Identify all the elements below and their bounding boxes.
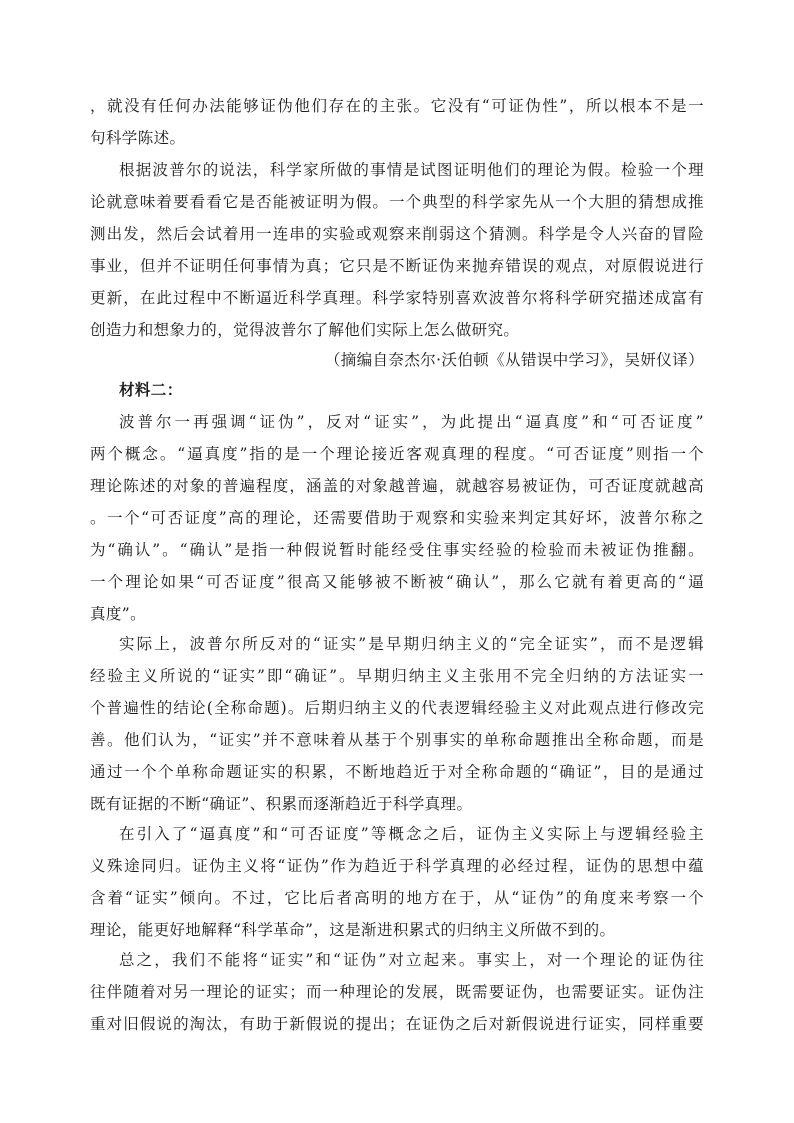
text-line: 往伴随着对另一理论的证实；而一种理论的发展，既需要证伪，也需要证实。证伪注: [90, 983, 704, 1001]
text-line: 测出发，然后会试着用一连串的实验或观察来削弱这个猜测。科学是令人兴奋的冒险: [90, 225, 704, 243]
text-line: 既有证据的不断“确证”、积累而逐渐趋近于科学真理。: [90, 795, 473, 813]
citation: （摘编自奈杰尔·沃伯顿《从错误中学习》，吴妍仪译）: [324, 351, 704, 369]
text-line: 重对旧假说的淘汰，有助于新假说的提出；在证伪之后对新假说进行证实，同样重要: [90, 1015, 704, 1033]
text-line: 理论陈述的对象的普遍程度，涵盖的对象越普遍，就越容易被证伪，可否证度就越高: [90, 477, 704, 495]
text-line: 波普尔一再强调“证伪”，反对“证实”，为此提出“逼真度”和“可否证度”: [119, 413, 704, 431]
text-line: 经验主义所说的“证实”即“确证”。早期归纳主义主张用不完全归纳的方法证实一: [90, 667, 704, 685]
text-line: 句科学陈述。: [90, 129, 186, 147]
text-line: ，就没有任何办法能够证伪他们存在的主张。它没有“可证伪性”，所以根本不是一: [90, 97, 704, 115]
text-line: 理论，能更好地解释“科学革命”，这是渐进积累式的归纳主义所做不到的。: [90, 921, 616, 939]
text-line: 实际上，波普尔所反对的“证实”是早期归纳主义的“完全证实”，而不是逻辑: [119, 635, 704, 653]
text-line: 事业，但并不证明任何事情为真；它只是不断证伪来抛弃错误的观点，对原假说进行: [90, 257, 704, 275]
text-line: 在引入了“逼真度”和“可否证度”等概念之后，证伪主义实际上与逻辑经验主: [119, 825, 704, 843]
text-line: 根据波普尔的说法，科学家所做的事情是试图证明他们的理论为假。检验一个理: [119, 161, 704, 179]
text-line: 通过一个个单称命题证实的积累，不断地趋近于对全称命题的“确证”，目的是通过: [90, 763, 704, 781]
text-line: 个普遍性的结论(全称命题)。后期归纳主义的代表逻辑经验主义对此观点进行修改完: [90, 699, 704, 717]
text-line: 两个概念。“逼真度”指的是一个理论接近客观真理的程度。“可否证度”则指一个: [90, 445, 704, 463]
text-line: 一个理论如果“可否证度”很高又能够被不断被“确认”，那么它就有着更高的“逼: [90, 573, 704, 591]
text-line: 更新，在此过程中不断逼近科学真理。科学家特别喜欢波普尔将科学研究描述成富有: [90, 289, 704, 307]
text-line: 含着“证实”倾向。不过，它比后者高明的地方在于，从“证伪”的角度来考察一个: [90, 889, 704, 907]
text-line: 。一个“可否证度”高的理论，还需要借助于观察和实验来判定其好坏，波普尔称之: [90, 509, 704, 527]
text-line: 论就意味着要看看它是否能被证明为假。一个典型的科学家先从一个大胆的猜想成推: [90, 193, 704, 211]
text-line: 义殊途同归。证伪主义将“证伪”作为趋近于科学真理的必经过程，证伪的思想中蕴: [90, 857, 704, 875]
text-line: 创造力和想象力的，觉得波普尔了解他们实际上怎么做研究。: [90, 321, 520, 339]
text-line: 善。他们认为，“证实”并不意味着从基于个别事实的单称命题推出全称命题，而是: [90, 731, 704, 749]
text-line: 总之，我们不能将“证实”和“证伪”对立起来。事实上，对一个理论的证伪往: [119, 951, 704, 969]
section-heading: 材料二：: [119, 380, 183, 399]
text-line: 为“确认”。“确认”是指一种假说暂时能经受住事实经验的检验而未被证伪推翻。: [90, 541, 704, 559]
text-line: 真度”。: [90, 605, 147, 623]
